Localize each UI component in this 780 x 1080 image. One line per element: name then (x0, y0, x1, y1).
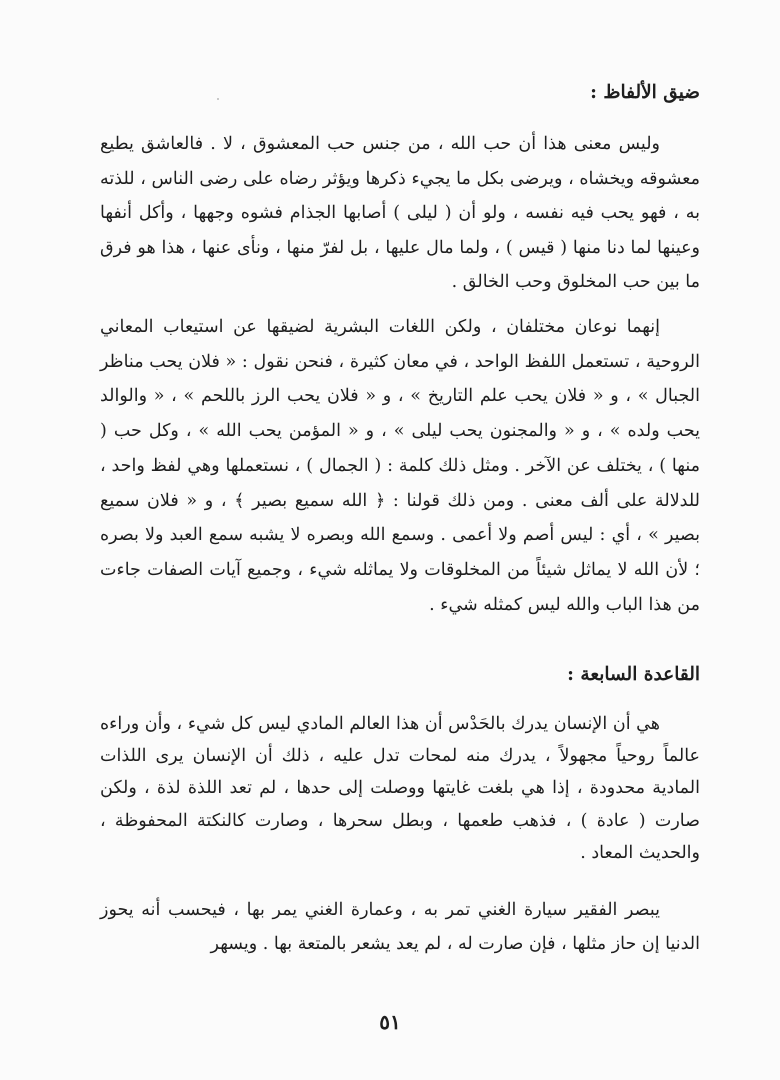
paragraph-text: إنهما نوعان مختلفان ، ولكن اللغات البشرية لضيقها عن استيعاب المعاني الروحية ، تستعمل اللفظ الواحد ، في معان كثيرة ، فنحن نقول : « فلان يحب مناظر الجبال » ، و « فلان يحب علم التاريخ » ، و « فلان يحب الرز باللحم » ، « والوالد يحب ولده » ، و « والمجنون يحب ليلى » ، و « المؤمن يحب الله » ، وكل حب ( منها ) ، يختلف عن الآخر . ومثل ذلك كلمة : ( الجمال ) ، نستعملها وهي لفظ واحد ، للدلالة على ألف معنى . ومن ذلك قولنا : ﴿ الله سميع بصير ﴾ ، و « فلان سميع بصير » ، أي : ليس أصم ولا أعمى . وسمع الله وبصره لا يشبه سمع العبد ولا بصره ؛ لأن الله لا يماثل شيئاً من المخلوقات ولا يماثله شيء ، وجميع آيات الصفات جاءت من هذا الباب والله ليس كمثله شيء . (100, 317, 700, 615)
paragraph-love-distinction (100, 127, 700, 300)
paragraph-text: وليس معنى هذا أن حب الله ، من جنس حب المعشوق ، لا . فالعاشق يطيع معشوقه ويخشاه ، ويرضى بكل ما يجيء ذكرها ويؤثر رضاه على رضى الناس ، للذته به ، فهو يحب فيه نفسه ، ولو أن ( ليلى ) أصابها الجذام فشوه وجهها ، وأكل أنفها وعينها لما دنا منها ( قيس ) ، ولما مال عليها ، بل لفرّ منها ، ونأى عنها ، هذا هو فرق ما بين حب المخلوق وحب الخالق . (100, 134, 700, 292)
section-heading-narrow-words: ضيق الألفاظ : (590, 82, 700, 103)
page-number: ٥١ (379, 1010, 401, 1034)
paragraph-text: هي أن الإنسان يدرك بالحَدْس أن هذا العالم المادي ليس كل شيء ، وأن وراءه عالماً روحياً مجهولاً ، يدرك منه لمحات تدل عليه ، ذلك أن الإنسان يرى اللذات المادية محدودة ، إذا هي بلغت غايتها ووصلت إلى حدها ، لم تعد اللذة لذة ، ولكن صارت ( عادة ) ، فذهب طعمها ، وبطل سحرها ، وصارت كالنكتة المحفوظة ، والحديث المعاد . (100, 714, 700, 863)
section-heading-seventh-rule: القاعدة السابعة : (567, 664, 700, 685)
paragraph-language-limits (100, 310, 700, 622)
ink-speck (217, 98, 219, 100)
paragraph-intuition (100, 708, 700, 869)
paragraph-text: يبصر الفقير سيارة الغني تمر به ، وعمارة الغني يمر بها ، فيحسب أنه يحوز الدنيا إن حاز مثلها ، فإن صارت له ، لم يعد يشعر بالمتعة بها . ويسهر (100, 900, 700, 954)
paragraph-poor-man (100, 893, 700, 961)
